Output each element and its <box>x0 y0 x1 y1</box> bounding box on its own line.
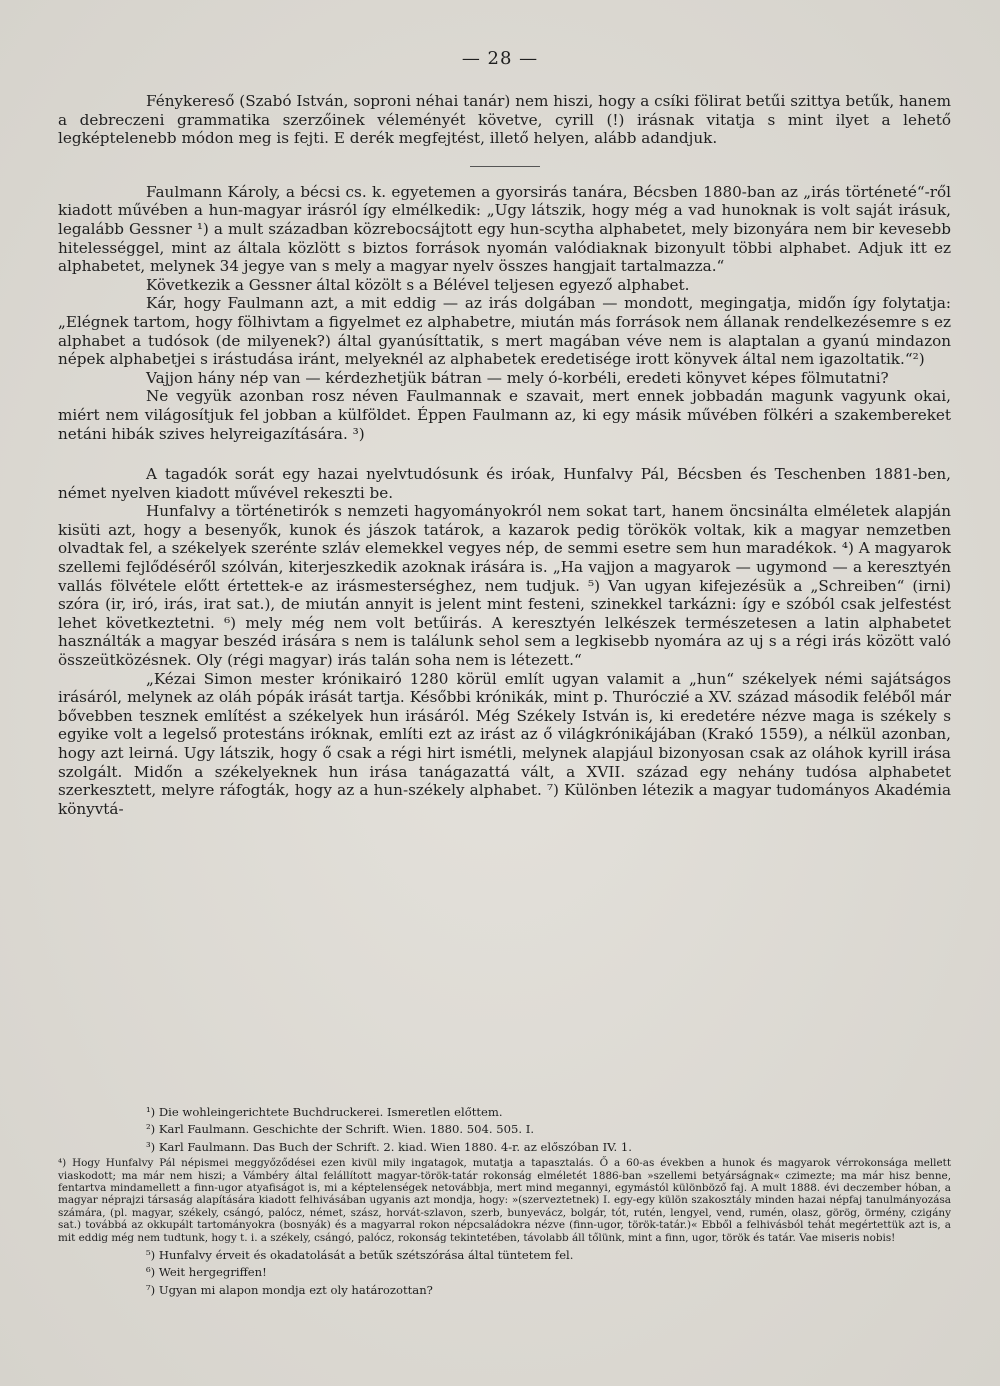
footnote: ¹) Die wohleingerichtete Buchdruckerei. Ismeretlen előttem. <box>146 1105 503 1119</box>
paragraph: Ne vegyük azonban rosz néven Faulmannak e szavait, mert ennek jobbadán magunk vagyunk okai, miért nem világosítjuk fel jobban a külföldet. Éppen Faulmann az, ki egy másik művében fölkéri a szakembereket netáni hibák szives helyreigazítására. ³) <box>58 387 951 443</box>
paragraph: Kár, hogy Faulmann azt, a mit eddig — az irás dolgában — mondott, megingatja, midőn így folytatja: „Elégnek tartom, hogy fölhivtam a figyelmet ez alphabetre, miután más források nem állanak rendelkezésemre s ez alphabet a tudósok (de milyenek?) által gyanúsíttatik, s mert magában véve nem is alaptalan a gyanú mindazon népek alphabetjei s irástudása iránt, melyeknél az alphabetek eredetisége irott könyvek által nem igazoltatik.“²) <box>58 294 951 369</box>
page-number: — 28 — <box>461 48 539 69</box>
section-gap <box>58 443 951 465</box>
paragraph: A tagadók sorát egy hazai nyelvtudósunk és iróak, Hunfalvy Pál, Bécsben és Teschenben 1881-ben, német nyelven kiadott művével rekeszti be. <box>58 465 951 502</box>
footnote: ³) Karl Faulmann. Das Buch der Schrift. 2. kiad. Wien 1880. 4-r. az előszóban IV. 1. <box>146 1139 632 1154</box>
paragraph: Vajjon hány nép van — kérdezhetjük bátran — mely ó-korbéli, eredeti könyvet képes fölmutatni? <box>146 368 889 387</box>
footnotes <box>58 1105 951 1300</box>
paragraph: Faulmann Károly, a bécsi cs. k. egyetemen a gyorsirás tanára, Bécsben 1880-ban az „irás történeté“-ről kiadott művében a hun-magyar irásról így elmélkedik: „Ugy látszik, hogy még a vad hunoknak is volt saját irásuk, legalább Gessner ¹) a mult században közrebocsájtott egy hun-scytha alphabetet, mely bizonyára nem bir kevesebb hitelességgel, mint az általa közlött s biztos források nyomán valódiaknak bizonyult többi alphabet. Adjuk itt ez alphabetet, melynek 34 jegye van s mely a magyar nyelv összes hangjait tartalmazza.“ <box>58 182 951 276</box>
footnote: ⁵) Hunfalvy érveit és okadatolását a betűk szétszórása által tüntetem fel. <box>146 1248 574 1263</box>
section-divider <box>470 166 540 167</box>
footnote: ²) Karl Faulmann. Geschichte der Schrift. Wien. 1880. 504. 505. I. <box>146 1122 535 1137</box>
paragraph: Fénykereső (Szabó István, soproni néhai tanár) nem hiszi, hogy a csíki fölirat betűi szittya betűk, hanem a debreczeni grammatika szerzőinek véleményét követve, cyrill (!) irásnak vitatja s mint ilyet a lehető legképtelenebb módon meg is fejti. E derék megfejtést, illető helyen, alább adandjuk. <box>58 92 951 148</box>
main-text <box>58 92 951 818</box>
footnote: ⁴) Hogy Hunfalvy Pál népismei meggyőződései ezen kivül mily ingatagok, mutatja a tapasztalás. Ő a 60-as években a hunok és magyarok vérrokonsága mellett viaskodott; ma már nem hiszi; a Vámbéry által felállított magyar-török-tatár rokonság elméletét 1886-ban »szellemi betyárságnak« czimezte; ma már hisz benne, fentartva mindamellett a finn-ugor atyafiságot is, mi a képtelenségek netovábbja, mert mind megannyi, egymástól különböző faj. A mult 1888. évi deczember hóban, a magyar néprajzi társaság alapítására kiadott felhivásában ugyanis azt mondja, hogy: »(szerveztetnek) I. egy-egy külön szakosztály minden hazai népfaj tanulmányozása számára, (pl. magyar, székely, csángó, palócz, német, szász, horvát-szlavon, szerb, bunyevácz, bolgár, tót, rutén, lengyel, vend, rumén, olasz, görög, örmény, czigány sat.) továbbá az okkupált tartományokra (bosnyák) és a magyarral rokon népcsaládokra nézve (finn-ugor, török-tatár.)« Ebből a felhivásból tehát megértettük azt is, a mit eddig még nem tudtunk, hogy t. i. a székely, csángó, palócz, rokonság tekintetében, távolabb áll tőlünk, mint a finn, ugor, török és tatár. Vae miseris nobis! <box>58 1157 951 1244</box>
footnote: ⁶) Weit hergegriffen! <box>146 1265 267 1280</box>
paragraph: „Kézai Simon mester krónikairó 1280 körül említ ugyan valamit a „hun“ székelyek némi sajátságos irásáról, melynek az oláh pópák irását tartja. Későbbi krónikák, mint p. Thuróczié a XV. század második feléből már bővebben tesznek említést a székelyek hun irásáról. Még Székely István is, ki eredetére nézve maga is székely s egyike volt a legelső protestáns iróknak, említi ezt az irást az ő világkrónikájában (Krakó 1559), a nélkül azonban, hogy azt leirná. Ugy látszik, hogy ő csak a régi hirt ismétli, melynek alapjául bizonyosan csak az oláhok kyrill irása szolgált. Midőn a székelyeknek hun irása tanágazattá vált, a XVII. század egy nehány tudósa alphabetet szerkesztett, melyre ráfogták, hogy az a hun-székely alphabet. ⁷) Különben létezik a magyar tudományos Akadémia könyvtá- <box>58 669 951 818</box>
paragraph: Következik a Gessner által közölt s a Bélével teljesen egyező alphabet. <box>146 275 690 294</box>
paragraph: Hunfalvy a történetirók s nemzeti hagyományokról nem sokat tart, hanem öncsinálta elméletek alapján kisüti azt, hogy a besenyők, kunok és jászok tatárok, a kazarok pedig törökök voltak, kik a magyar nemzetben olvadtak fel, a székelyek szerénte szláv elemekkel vegyes nép, de semmi esetre sem hun maradékok. ⁴) A magyarok szellemi fejlődéséről szólván, kiterjeszkedik azoknak irására is. „Ha vajjon a magyarok — ugymond — a keresztyén vallás fölvétele előtt értettek-e az irásmesterséghez, nem tudjuk. ⁵) Van ugyan kifejezésük a „Schreiben“ (irni) szóra (ir, iró, irás, irat sat.), de miután annyit is jelent mint festeni, szinekkel tarkázni: így e szóból csak jelfestést lehet következtetni. ⁶) mely még nem volt betűirás. A keresztyén lelkészek természetesen a latin alphabetet használták a magyar beszéd irására s nem is találunk sehol sem a legkisebb nyomára az uj s a régi irás között való összeütközésnek. Oly (régi magyar) irás talán soha nem is létezett.“ <box>58 502 951 670</box>
footnote: ⁷) Ugyan mi alapon mondja ezt oly határozottan? <box>146 1282 433 1297</box>
